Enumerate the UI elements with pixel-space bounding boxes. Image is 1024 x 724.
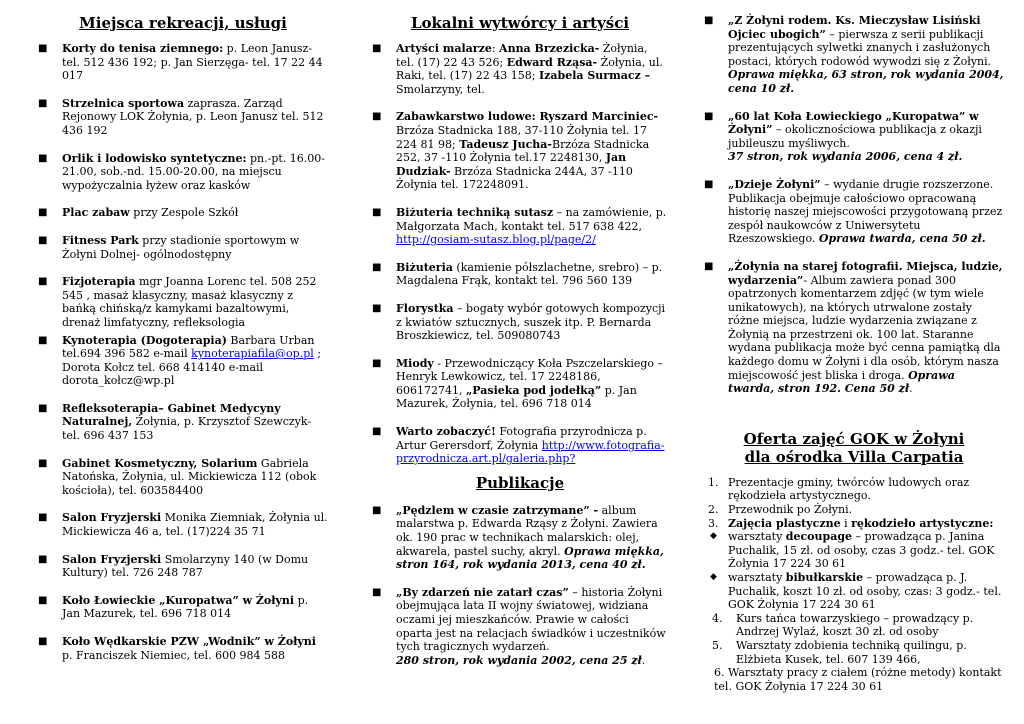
- list-item: ■ Artyści malarze: Anna Brzezicka- Żołynia, tel. (17) 22 43 526; Edward Rząsa- Żołynia, ul. Raki, tel. (17) 22 43 158; Izabela Surmacz – Smolarzyny, tel.: [372, 42, 668, 96]
- list-item: ■ Salon Fryzjerski Monika Ziemniak, Żołynia ul. Mickiewicza 46 a, tel. (17)224 35 71: [38, 511, 328, 538]
- publication-item: ■ „Żołynia na starej fotografii. Miejsca, ludzie, wydarzenia”- Album zawiera ponad 300 opatrzonych komentarzem zdjęć (w tym wiele unikatowych), na których utrwalone zostały różne miejsca, ludzie wydarzenia związane z Żołynią na przestrzeni ok. 100 lat. Staranne wydana publikacja może być cenna pamiątką dla każdego domu w Żołyni i dla osób, którym nasza miejscowość jest bliska i droga. Oprawa twarda, stron 192. Cena 50 zł.: [704, 260, 1004, 396]
- column-local-producers: [372, 0, 668, 681]
- list-item: ■ Koło Łowieckie „Kuropatwa” w Żołyni p. Jan Mazurek, tel. 696 718 014: [38, 594, 328, 621]
- list-item: ■ Koło Wędkarskie PZW „Wodnik” w Żołyni p. Franciszek Niemiec, tel. 600 984 588: [38, 635, 328, 662]
- list-item: 4. Kurs tańca towarzyskiego – prowadzący p. Andrzej Wylaź, koszt 30 zł. od osoby: [712, 611, 974, 639]
- list-item: ■ Biżuteria (kamienie półszlachetne, srebro) – p. Magdalena Frąk, kontakt tel. 796 560 139: [372, 261, 668, 288]
- gok-offer-subtitle: dla ośrodka Villa Carpatia: [744, 447, 964, 466]
- publication-item: ■ „By zdarzeń nie zatarł czas” – historia Żołyni obejmująca lata II wojny światowej, widziana oczami jej mieszkańców. Prawie w całości oparta jest na relacjach świadków i uczestników tych tragicznych wydarzeń. 280 stron, rok wydania 2002, cena 25 zł.: [372, 586, 668, 668]
- column-publications-gok: [704, 14, 1004, 693]
- list-item: 5. Warsztaty zdobienia techniką quilingu, p. Elżbieta Kusek, tel. 607 139 466,: [712, 638, 967, 666]
- gok-offer-list: [704, 476, 1004, 694]
- publication-item: ■ „Dzieje Żołyni” – wydanie drugie rozszerzone. Publikacja obejmuje całościowo opracowaną historię naszej miejscowości przygotowaną przez zespół naukowców z Uniwersytetu Rzeszowskiego. Oprawa twarda, cena 50 zł.: [704, 178, 1004, 246]
- publication-item: ■ „60 lat Koła Łowieckiego „Kuropatwa” w Żołyni” – okolicznościowa publikacja z okazji jubileuszu myśliwych. 37 stron, rok wydania 2006, cena 4 zł.: [704, 110, 1004, 164]
- list-item: ■ Orlik i lodowisko syntetyczne: pn.-pt. 16.00-21.00, sob.-nd. 15.00-20.00, na miejscu wypożyczalnia łyżew oraz kasków: [38, 152, 328, 193]
- list-item: ◆ warsztaty bibułkarskie – prowadząca p. J. Puchalik, koszt 10 zł. od osoby, czas: 3 godz.- tel. GOK Żołynia 17 224 30 61: [710, 571, 1002, 612]
- section-title-producers: Lokalni wytwórcy i artyści: [410, 14, 630, 32]
- list-item: ■ Biżuteria techniką sutasz – na zamówienie, p. Małgorzata Mach, kontakt tel. 517 638 422, http://gosiam-sutasz.blog.pl/page/2/: [372, 206, 668, 247]
- list-item: ■ Warto zobaczyć! Fotografia przyrodnicza p. Artur Gerersdorf, Żołynia http://www.fotografia-przyrodnicza.art.pl/galeria.php?: [372, 425, 668, 466]
- gallery-link[interactable]: http://www.fotografia-przyrodnicza.art.pl/galeria.php?: [396, 438, 665, 466]
- list-item: ■ Zabawkarstwo ludowe: Ryszard Marciniec- Brzóza Stadnicka 188, 37-110 Żołynia tel. 17 224 81 98; Tadeusz Jucha-Brzóza Stadnicka 252, 37 -110 Żołynia tel.17 2248130, Jan Dudziak- Brzóza Stadnicka 244A, 37 -110 Żołynia tel. 172248091.: [372, 110, 668, 192]
- list-item: ■ Gabinet Kosmetyczny, Solarium Gabriela Natońska, Żołynia, ul. Mickiewicza 112 (obok kościoła), tel. 603584400: [38, 457, 328, 498]
- list-item: 1. Prezentacje gminy, twórców ludowych oraz rękodzieła artystycznego.: [708, 475, 970, 503]
- list-item: ■ Florystka – bogaty wybór gotowych kompozycji z kwiatów sztucznych, suszek itp. P. Bernarda Broszkiewicz, tel. 509080743: [372, 302, 668, 343]
- list-item: ■ Refleksoterapia– Gabinet Medycyny Naturalnej, Żołynia, p. Krzysztof Szewczyk- tel. 696 437 153: [38, 402, 328, 443]
- list-item: ■ Kynoterapia (Dogoterapia) Barbara Urban tel.694 396 582 e-mail kynoterapiafila@op.pl ; Dorota Kołcz tel. 668 414140 e-mail dorota_kołcz@wp.pl: [38, 334, 328, 388]
- list-item: ■ Strzelnica sportowa zaprasza. Zarząd Rejonowy LOK Żołynia, p. Leon Janusz tel. 512 436 192: [38, 97, 328, 138]
- list-item: ■ Salon Fryzjerski Smolarzyny 140 (w Domu Kultury) tel. 726 248 787: [38, 553, 328, 580]
- publication-item: ■ „Pędzlem w czasie zatrzymane” - album malarstwa p. Edwarda Rząsy z Żołyni. Zawiera ok. 190 prac w technikach malarskich: olej, akwarela, pastel suchy, akryl. Oprawa miękka, stron 164, rok wydania 2013, cena 40 zł.: [372, 504, 668, 572]
- list-item: 6. Warsztaty pracy z ciałem (różne metody) kontakt tel. GOK Żołynia 17 224 30 61: [714, 666, 1002, 693]
- diamond-bullet-icon: ◆: [710, 572, 717, 582]
- list-item: ■ Fitness Park przy stadionie sportowym w Żołyni Dolnej- ogólnodostępny: [38, 234, 328, 261]
- list-item: ◆ warsztaty decoupage – prowadząca p. Janina Puchalik, 15 zł. od osoby, czas 3 godz.- tel. GOK Żołynia 17 224 30 61: [710, 530, 995, 571]
- list-item: 2. Przewodnik po Żołyni.: [708, 503, 853, 517]
- list-item: ■ Miody - Przewodniczący Koła Pszczelarskiego – Henryk Lewkowicz, tel. 17 2248186, 606172741, „Pasieka pod jodełką” p. Jan Mazurek, Żołynia, tel. 696 718 014: [372, 357, 668, 411]
- sutasz-link[interactable]: http://gosiam-sutasz.blog.pl/page/2/: [396, 233, 596, 247]
- email-link[interactable]: kynoterapiafila@op.pl: [191, 347, 314, 361]
- column-recreation: [38, 0, 328, 676]
- list-item: 3. Zajęcia plastyczne i rękodzieło artystyczne:: [708, 516, 994, 530]
- diamond-bullet-icon: ◆: [710, 531, 717, 542]
- publication-item: ■ „Z Żołyni rodem. Ks. Mieczysław Lisiński Ojciec ubogich” – pierwsza z serii publikacji prezentujących sylwetki znanych i zasłużonych postaci, których rodowód wywodzi się z Żołyni. Oprawa miękka, 63 stron, rok wydania 2004, cena 10 zł.: [704, 14, 1004, 96]
- list-item: ■ Plac zabaw przy Zespole Szkół: [38, 206, 328, 220]
- list-item: ■ Korty do tenisa ziemnego: p. Leon Janusz- tel. 512 436 192; p. Jan Sierzęga- tel. 17 22 44 017: [38, 42, 328, 83]
- list-item: ■ Fizjoterapia mgr Joanna Lorenc tel. 508 252 545 , masaż klasyczny, masaż klasyczny z bańką chińską/z kamykami bazaltowymi, drenaż limfatyczny, refleksologia: [38, 275, 328, 329]
- gok-offer-title: Oferta zajęć GOK w Żołyni: [743, 429, 965, 448]
- section-title-recreation: Miejsca rekreacji, usługi: [79, 14, 287, 32]
- section-title-publications: Publikacje: [475, 473, 565, 492]
